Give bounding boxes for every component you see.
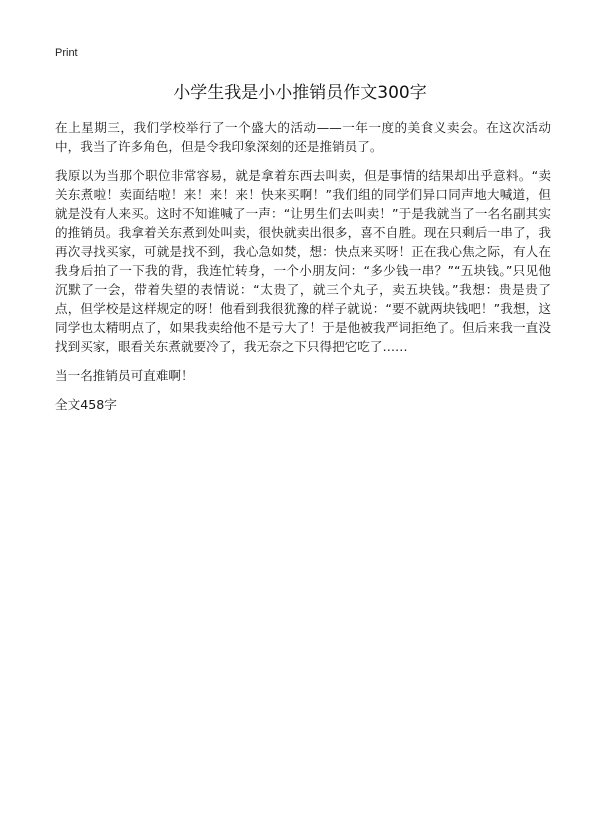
article-title: 小学生我是小小推销员作文300字 [173, 83, 427, 103]
paragraph-intro: 在上星期三，我们学校举行了一个盛大的活动——一年一度的美食义卖会。在这次活动中，我当了许多角色，但是令我印象深刻的还是推销员了。 [55, 120, 551, 154]
paragraph-conclusion: 当一名推销员可直难啊！ [55, 368, 194, 383]
paragraph-story: 我原以为当那个职位非常容易，就是拿着东西去叫卖，但是事情的结果却出乎意料。“卖关东煮啦！卖面结啦！来！来！来！快来买啊！”我们组的同学们异口同声地大喊道，但就是没有人来买。这时不知谁喊了一声：“让男生们去叫卖！”于是我就当了一名名副其实的推销员。我拿着关东煮到处叫卖，很快就卖出很多，喜不自胜。现在只剩后一串了，我再次寻找买家，可就是找不到，我心急如焚，想：快点来买呀！正在我心焦之际，有人在我身后拍了一下我的背，我连忙转身，一个小朋友问：“多少钱一串？”“五块钱。”只见他沉默了一会，带着失望的表情说：“太贵了，就三个丸子，卖五块钱。”我想：贵是贵了点，但学校是这样规定的呀！他看到我很犹豫的样子就说：“要不就两块钱吧！”我想，这同学也太精明点了，如果我卖给他不是亏大了！于是他被我严词拒绝了。但后来我一直没找到买家，眼看关东煮就要冷了，我无奈之下只得把它吃了…… [55, 168, 551, 354]
print-link[interactable]: Print [55, 47, 78, 59]
word-count: 全文458字 [55, 397, 117, 412]
article-body [55, 118, 551, 424]
